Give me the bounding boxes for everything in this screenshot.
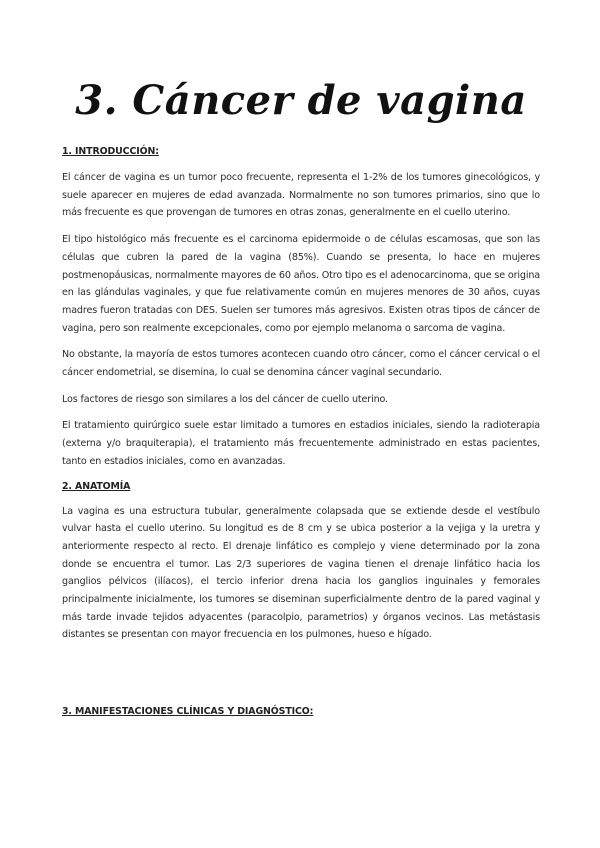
paragraph: Los factores de riesgo son similares a los del cáncer de cuello uterino.	[62, 393, 388, 405]
section-heading-introduccion: 1. INTRODUCCIÓN:	[62, 146, 159, 157]
section-heading-manifestaciones: 3. MANIFESTACIONES CLÍNICAS Y DIAGNÓSTICO:	[62, 706, 314, 718]
section-heading-anatomia: 2. ANATOMÍA	[62, 480, 131, 492]
paragraph: No obstante, la mayoría de estos tumores acontecen cuando otro cáncer, como el cáncer cervical o el cáncer endometrial, se disemina, lo cual se denomina cáncer vaginal secundario.	[62, 349, 540, 379]
page-title: 3. Cáncer de vagina	[75, 77, 527, 124]
paragraph: La vagina es una estructura tubular, generalmente colapsada que se extiende desde el vestíbulo vulvar hasta el cuello uterino. Su longitud es de 8 cm y se ubica posterior a la vejiga y la uretra y anteriormente respecto al recto. El drenaje linfático es complejo y viene determinado por la zona donde se encuentra el tumor. Las 2/3 superiores de vagina tienen el drenaje linfático hacia los ganglios pélvicos (ilíacos), el tercio inferior drena hacia los ganglios inguinales y femorales principalmente inicialmente, los tumores se diseminan superficialmente dentro de la pared vaginal y más tarde invade tejidos adyacentes (paracolpio, parametrios) y órganos vecinos. Las metástasis distantes se presentan con mayor frecuencia en los pulmones, hueso e hígado.	[62, 505, 540, 641]
paragraph: El tipo histológico más frecuente es el carcinoma epidermoide o de células escamosas, que son las células que cubren la pared de la vagina (85%). Cuando se presenta, lo hace en mujeres postmenopáusicas, normalmente mayores de 60 años. Otro tipo es el adenocarcinoma, que se origina en las glándulas vaginales, y que fue relativamente común en mujeres menores de 30 años, cuyas madres fueron tratadas con DES. Suelen ser tumores más agresivos. Existen otras tipos de cáncer de vagina, pero son realmente excepcionales, como por ejemplo melanoma o sarcoma de vagina.	[62, 234, 540, 334]
paragraph: El tratamiento quirúrgico suele estar limitado a tumores en estadios iniciales, siendo la radioterapia (externa y/o braquiterapia), el tratamiento más frecuentemente administrado en estas pacientes, tanto en estadios iniciales, como en avanzadas.	[62, 420, 540, 467]
paragraph: El cáncer de vagina es un tumor poco frecuente, representa el 1-2% de los tumores ginecológicos, y suele aparecer en mujeres de edad avanzada. Normalmente no son tumores primarios, sino que lo más frecuente es que provengan de tumores en otras zonas, generalmente en el cuello uterino.	[62, 172, 540, 219]
